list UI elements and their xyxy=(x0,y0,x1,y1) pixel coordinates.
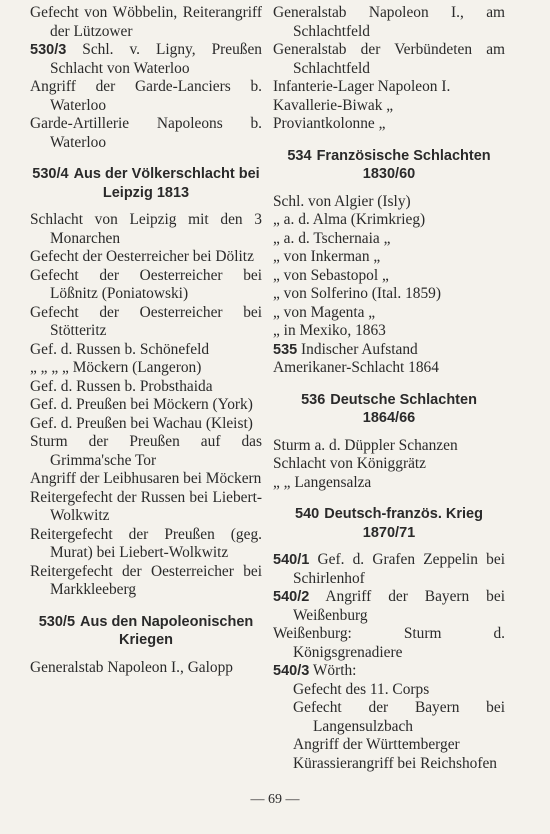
catalog-entry: Schl. von Algier (Isly) xyxy=(273,192,411,210)
catalog-entry: „ „ „ „ Möckern (Langeron) xyxy=(30,359,202,376)
catalog-entry: Kavallerie-Biwak „ xyxy=(273,96,394,114)
entry-number: 540/3 xyxy=(273,663,310,679)
catalog-entry: Gef. d. Russen b. Probsthaida xyxy=(30,377,213,395)
catalog-entry xyxy=(273,588,505,625)
catalog-entry: Gefecht des 11. Corps xyxy=(293,680,430,698)
catalog-entry: „ von Inkerman „ xyxy=(273,248,381,265)
heading-title: Französische Schlachten xyxy=(316,147,491,164)
catalog-entry xyxy=(273,551,505,588)
entry-list xyxy=(30,659,262,678)
heading-number: 530/5 xyxy=(38,613,76,630)
entry-text: Indischer Aufstand xyxy=(297,340,418,358)
catalog-entry: Gefecht der Oesterreicher bei Dölitz xyxy=(30,248,254,265)
section-heading-534 xyxy=(273,147,505,184)
catalog-entry: Weißenburg: Sturm d. Königsgrenadiere xyxy=(273,625,505,661)
catalog-entry: Gefecht von Wöbbelin, Reiterangriff der Lützower xyxy=(30,4,262,40)
catalog-entry: Infanterie-Lager Napoleon I. xyxy=(273,78,451,95)
entry-text: Gef. d. Grafen Zeppelin bei Schirlenhof xyxy=(293,551,505,587)
entry-number: 540/2 xyxy=(273,589,310,605)
subentries-540-3 xyxy=(273,681,505,774)
catalog-entry: Gefecht der Oesterreicher bei Lößnitz (Poniatowski) xyxy=(30,266,262,302)
catalog-entry: Gefecht der Oesterreicher bei Stötteritz xyxy=(30,303,262,339)
entry-list xyxy=(30,4,262,152)
heading-title: Aus den Napoleonischen Kriegen xyxy=(80,613,254,648)
section-heading-540 xyxy=(273,505,505,542)
catalog-entry: Reitergefecht der Russen bei Liebert-Wolkwitz xyxy=(30,488,262,524)
heading-title: Deutsch-französ. Krieg xyxy=(324,506,483,522)
section-heading-536 xyxy=(273,391,505,428)
section-heading-530-4 xyxy=(30,165,262,202)
heading-number: 540 xyxy=(295,506,320,522)
entry-list xyxy=(273,193,505,378)
catalog-entry: Garde-Artillerie Napoleons b. Waterloo xyxy=(30,115,262,151)
catalog-entry: Gefecht der Bayern bei Langensulzbach xyxy=(293,699,505,735)
heading-number: 534 xyxy=(287,147,312,164)
entry-number: 535 xyxy=(273,341,298,358)
catalog-entry: Amerikaner-Schlacht 1864 xyxy=(273,359,439,376)
catalog-entry: „ in Mexiko, 1863 xyxy=(273,322,386,339)
heading-years: 1864/66 xyxy=(362,410,416,426)
catalog-entry: „ von Solferino (Ital. 1859) xyxy=(273,285,441,302)
catalog-entry: Reitergefecht der Preußen (geg. Murat) bei Liebert-Wolkwitz xyxy=(30,525,262,561)
catalog-entry xyxy=(273,662,505,681)
entry-text: Schl. v. Ligny, Preußen Schlacht von Waterloo xyxy=(50,41,262,77)
catalog-entry: Reitergefecht der Oesterreicher bei Markkleeberg xyxy=(30,562,262,598)
heading-title: Deutsche Schlachten xyxy=(330,391,477,408)
entry-number: 540/1 xyxy=(273,552,310,568)
heading-title: Aus der Völkerschlacht bei Leipzig 1813 xyxy=(73,166,260,201)
catalog-entry: Generalstab Napoleon I., am Schlachtfeld xyxy=(273,4,505,40)
entry-list xyxy=(30,211,262,600)
catalog-entry: Schlacht von Leipzig mit den 3 Monarchen xyxy=(30,211,262,247)
heading-number: 530/4 xyxy=(32,166,69,182)
heading-years: 1830/60 xyxy=(362,166,416,182)
entry-text: Wörth: xyxy=(309,662,357,679)
right-column xyxy=(273,4,505,773)
entry-list xyxy=(273,4,505,134)
catalog-entry: Angriff der Württemberger xyxy=(293,736,460,753)
catalog-entry: „ a. d. Tschernaia „ xyxy=(273,229,391,247)
catalog-entry: Angriff der Garde-Lanciers b. Waterloo xyxy=(30,78,262,114)
catalog-entry: „ von Sebastopol „ xyxy=(273,266,389,284)
catalog-entry: Proviantkolonne „ xyxy=(273,115,386,132)
page-number: — 69 — xyxy=(250,792,300,807)
catalog-entry: Schlacht von Königgrätz xyxy=(273,455,427,472)
catalog-entry: „ a. d. Alma (Krimkrieg) xyxy=(273,211,426,228)
catalog-entry: Generalstab Napoleon I., Galopp xyxy=(30,658,234,676)
heading-years: 1870/71 xyxy=(362,524,416,541)
entry-number: 530/3 xyxy=(30,42,67,58)
catalog-entry: Generalstab der Verbündeten am Schlachtfeld xyxy=(273,41,505,77)
catalog-entry xyxy=(30,41,262,78)
catalog-entry: Kürassierangriff bei Reichshofen xyxy=(293,754,498,772)
catalog-entry: Gef. d. Preußen bei Möckern (York) xyxy=(30,396,253,413)
catalog-entry xyxy=(273,341,505,360)
section-heading-530-5 xyxy=(30,613,262,650)
catalog-entry: Sturm a. d. Düppler Schanzen xyxy=(273,436,458,454)
catalog-entry: Angriff der Leibhusaren bei Möckern xyxy=(30,470,262,487)
entry-list xyxy=(273,437,505,493)
catalog-entry: Sturm der Preußen auf das Grimma'sche Tor xyxy=(30,433,262,469)
entry-text: Angriff der Bayern bei Weißenburg xyxy=(293,588,505,624)
entry-list xyxy=(273,551,505,681)
left-column xyxy=(30,4,262,677)
catalog-entry: Gef. d. Russen b. Schönefeld xyxy=(30,340,210,358)
catalog-entry: „ „ Langensalza xyxy=(273,473,372,491)
heading-number: 536 xyxy=(301,391,326,408)
catalog-entry: „ von Magenta „ xyxy=(273,303,376,321)
catalog-entry: Gef. d. Preußen bei Wachau (Kleist) xyxy=(30,414,253,432)
